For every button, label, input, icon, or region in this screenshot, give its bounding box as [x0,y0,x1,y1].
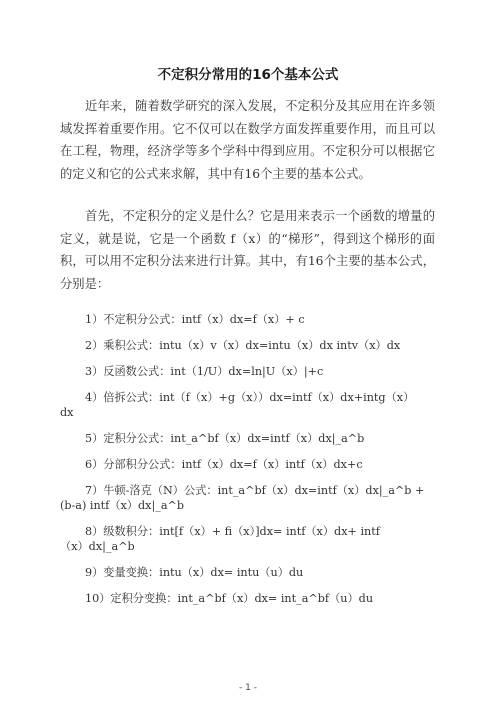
formula-text: 3）反函数公式：int（1/U）dx=ln|U（x）|+c [85,365,324,378]
formula-item [60,338,440,353]
formula-text: 9）变量变换：intu（x）dx= intu（u）du [85,566,304,579]
formula-item [60,364,440,379]
formula-item [60,312,440,327]
formula-text: 7）牛顿-洛克（N）公式：int_a^bf（x）dx=intf（x）dx|_a^b + [85,484,425,497]
formula-text-continued: （x）dx|_a^b [60,540,135,553]
formula-text: 5）定积分公式：int_a^bf（x）dx=intf（x）dx|_a^b [85,432,365,445]
formula-text-continued: (b-a) intf（x）dx|_a^b [60,499,185,512]
page-number: - 1 - [239,683,257,693]
page-title: 不定积分常用的16个基本公式 [157,67,339,83]
formula-text: 10）定积分变换：int_a^bf（x）dx= int_a^bf（u）du [85,592,374,605]
formula-text: 8）级数积分：int[f（x）+ fi（x）]dx= intf（x）dx+ intf [85,525,380,538]
intro-paragraph: 近年来，随着数学研究的深入发展，不定积分及其应用在许多领域发挥着重要作用。它不仅可以在数学方面发挥重要作用，而且可以在工程，物理，经济学等多个学科中得到应用。不定积分可以根据它的定义和它的公式来求解，其中有16个主要的基本公式。 [60,99,435,181]
formula-text: 1）不定积分公式：intf（x）dx=f（x）+ c [85,313,305,326]
formula-text: 6）分部积分公式：intf（x）dx=f（x）intf（x）dx+c [85,458,363,471]
formula-item [60,483,440,513]
formula-item [60,524,440,554]
formula-list [60,312,440,617]
formula-item [60,390,440,420]
formula-item [60,431,440,446]
formula-text-continued: dx [60,406,74,419]
formula-item [60,565,440,580]
formula-item [60,457,440,472]
formula-text: 2）乘积公式：intu（x）v（x）dx=intu（x）dx intv（x）dx [85,339,401,352]
formula-text: 4）倍拆公式：int（f（x）+g（x））dx=intf（x）dx+intg（x） [85,391,415,404]
definition-paragraph: 首先，不定积分的定义是什么？它是用来表示一个函数的增量的定义，就是说，它是一个函数 f（x）的“梯形”，得到这个梯形的面积，可以用不定积分法来进行计算。其中，有16个主要的基本公式，分别是： [60,209,435,291]
formula-item [60,591,440,606]
